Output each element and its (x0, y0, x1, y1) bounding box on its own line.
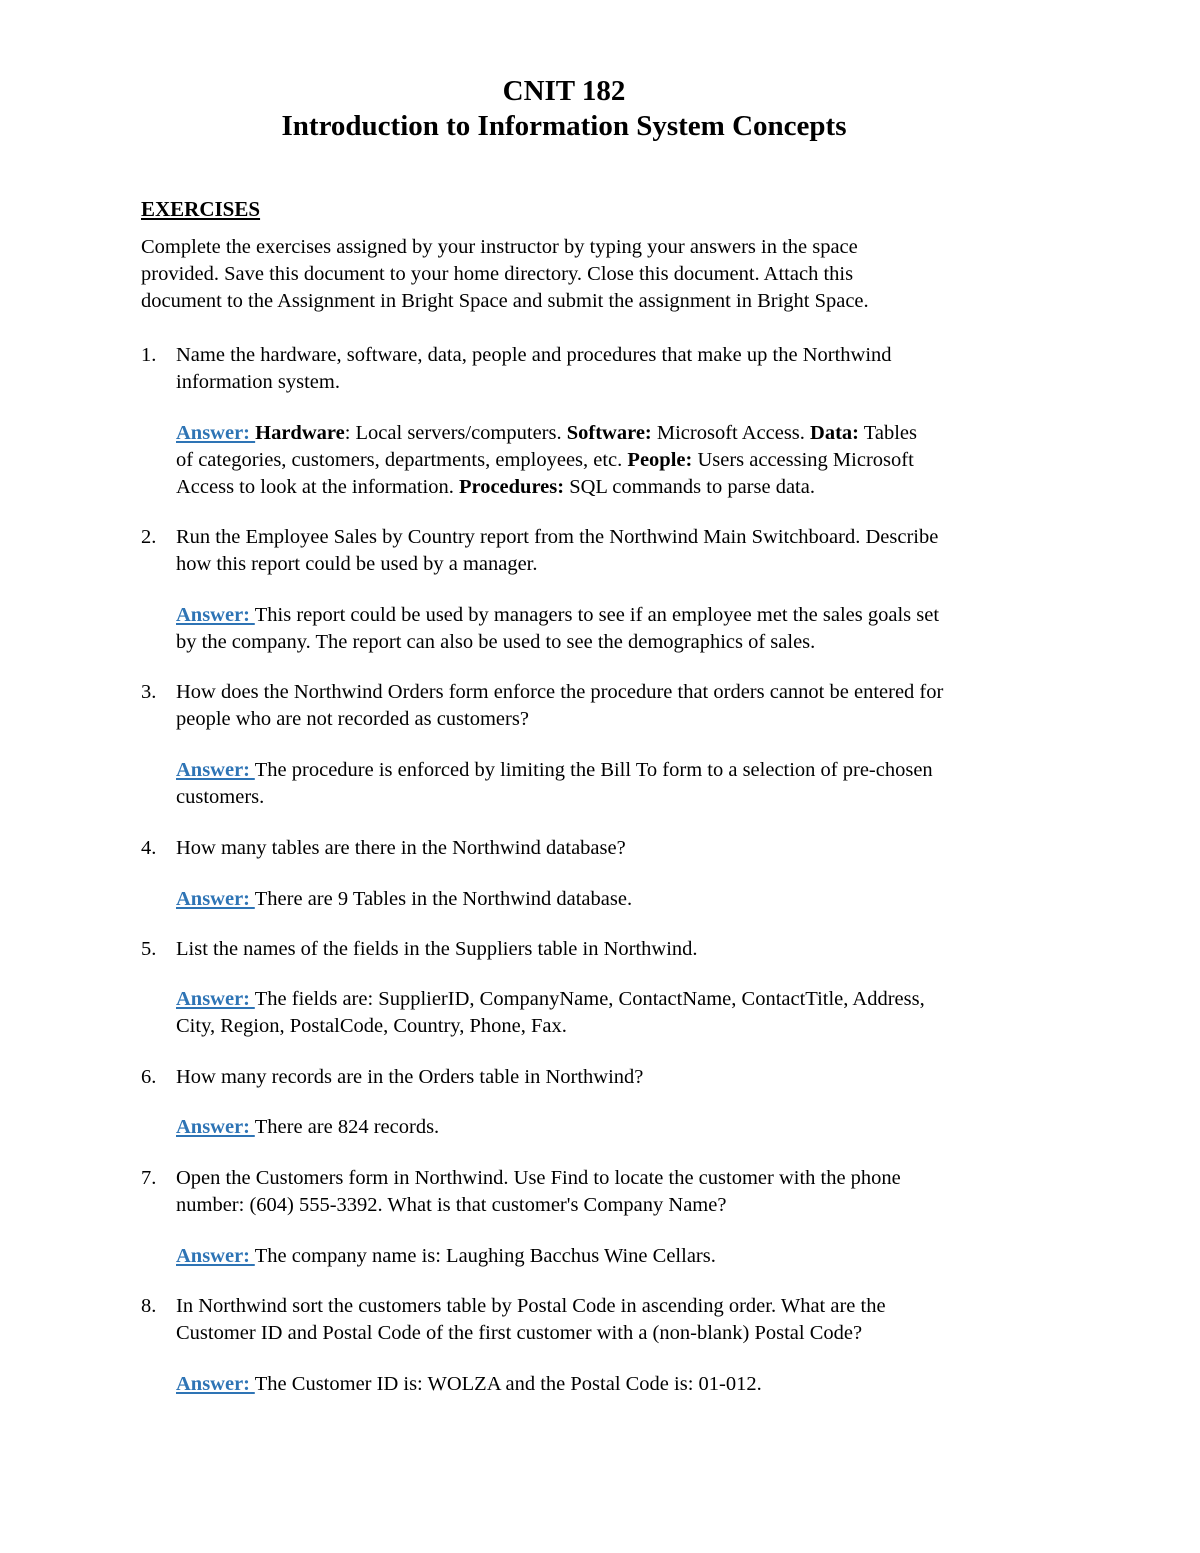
answer-line: City, Region, PostalCode, Country, Phone, Fax. (176, 1015, 567, 1037)
question-line: How does the Northwind Orders form enforce the procedure that orders cannot be entered for (176, 681, 944, 703)
answer-line (176, 420, 1076, 447)
answer-2 (176, 602, 1076, 656)
hardware-text: : Local servers/computers. (344, 422, 567, 444)
answer-label: Answer: (176, 1245, 251, 1267)
answer-label: Answer: (176, 422, 251, 444)
answer-line: by the company. The report can also be used to see the demographics of sales. (176, 631, 816, 653)
answer-line (176, 474, 1076, 501)
question-line: Customer ID and Postal Code of the first customer with a (non-blank) Postal Code? (176, 1322, 863, 1344)
answer-label: Answer: (176, 759, 251, 781)
question-line: How many tables are there in the Northwind database? (176, 837, 626, 859)
question-line: Open the Customers form in Northwind. Use Find to locate the customer with the phone (176, 1167, 901, 1189)
instructions-line: document to the Assignment in Bright Space and submit the assignment in Bright Space. (141, 290, 869, 312)
exercises-heading: EXERCISES (141, 197, 261, 221)
question-text (176, 524, 1076, 578)
answer-6 (176, 1114, 1076, 1141)
course-title: Introduction to Information System Concepts (281, 110, 847, 142)
answer-line: customers. (176, 786, 265, 808)
answer-line (176, 1114, 1076, 1141)
people-label: People: (627, 449, 693, 471)
instructions-line: provided. Save this document to your home directory. Close this document. Attach this (141, 263, 854, 285)
answer-5 (176, 986, 1076, 1040)
question-line: In Northwind sort the customers table by Postal Code in ascending order. What are the (176, 1295, 886, 1317)
answer-text: of categories, customers, departments, employees, etc. (176, 449, 628, 471)
question-line: List the names of the fields in the Suppliers table in Northwind. (176, 938, 698, 960)
answer-text: The fields are: SupplierID, CompanyName, ContactName, ContactTitle, Address, (254, 988, 925, 1010)
software-text: Microsoft Access. (651, 422, 811, 444)
question-line: how this report could be used by a manager. (176, 553, 538, 575)
answer-label: Answer: (176, 888, 251, 910)
software-label: Software: (566, 422, 652, 444)
answer-line (176, 1243, 1076, 1270)
question-text (176, 835, 1076, 862)
answer-label: Answer: (176, 1116, 251, 1138)
answer-text: Access to look at the information. (176, 476, 459, 498)
instructions-line: Complete the exercises assigned by your instructor by typing your answers in the space (141, 236, 858, 258)
answer-3 (176, 757, 1076, 811)
answer-line (176, 886, 1076, 913)
answer-line (176, 757, 1076, 784)
question-number: 3. (141, 681, 157, 703)
answer-label: Answer: (176, 988, 251, 1010)
answer-text: There are 9 Tables in the Northwind database. (254, 888, 633, 910)
data-label: Data: (810, 422, 859, 444)
question-line: people who are not recorded as customers? (176, 708, 529, 730)
answer-label: Answer: (176, 1373, 251, 1395)
course-code: CNIT 182 (502, 75, 626, 107)
question-line: Name the hardware, software, data, people and procedures that make up the Northwind (176, 344, 892, 366)
instructions-paragraph (141, 234, 991, 315)
data-text: Tables (859, 422, 917, 444)
question-text (176, 1064, 1076, 1091)
question-text (176, 342, 1076, 396)
question-text (176, 1293, 1076, 1347)
answer-7 (176, 1243, 1076, 1270)
answer-line (176, 986, 1076, 1013)
document-title-block (0, 74, 1128, 144)
answer-text: The procedure is enforced by limiting the Bill To form to a selection of pre-chosen (254, 759, 933, 781)
procedures-text: SQL commands to parse data. (564, 476, 815, 498)
answer-text: This report could be used by managers to see if an employee met the sales goals set (254, 604, 940, 626)
answer-8 (176, 1371, 1076, 1398)
answer-4 (176, 886, 1076, 913)
answer-label: Answer: (176, 604, 251, 626)
procedures-label: Procedures: (458, 476, 565, 498)
answer-line (176, 602, 1076, 629)
question-text (176, 679, 1076, 733)
question-number: 8. (141, 1295, 157, 1317)
question-number: 5. (141, 938, 157, 960)
people-text: Users accessing Microsoft (692, 449, 914, 471)
question-line: number: (604) 555-3392. What is that customer's Company Name? (176, 1194, 727, 1216)
question-number: 7. (141, 1167, 157, 1189)
question-number: 2. (141, 526, 157, 548)
hardware-label: Hardware (255, 422, 345, 444)
answer-text: The Customer ID is: WOLZA and the Postal Code is: 01-012. (254, 1373, 762, 1395)
question-line: How many records are in the Orders table in Northwind? (176, 1066, 644, 1088)
question-number: 1. (141, 344, 157, 366)
question-line: Run the Employee Sales by Country report from the Northwind Main Switchboard. Describe (176, 526, 939, 548)
answer-line (176, 1371, 1076, 1398)
answer-text: The company name is: Laughing Bacchus Wine Cellars. (254, 1245, 716, 1267)
answer-text: There are 824 records. (254, 1116, 440, 1138)
answer-1 (176, 420, 1076, 501)
question-line: information system. (176, 371, 340, 393)
answer-line (176, 447, 1076, 474)
question-text (176, 936, 1076, 963)
question-number: 4. (141, 837, 157, 859)
question-number: 6. (141, 1066, 157, 1088)
question-text (176, 1165, 1076, 1219)
